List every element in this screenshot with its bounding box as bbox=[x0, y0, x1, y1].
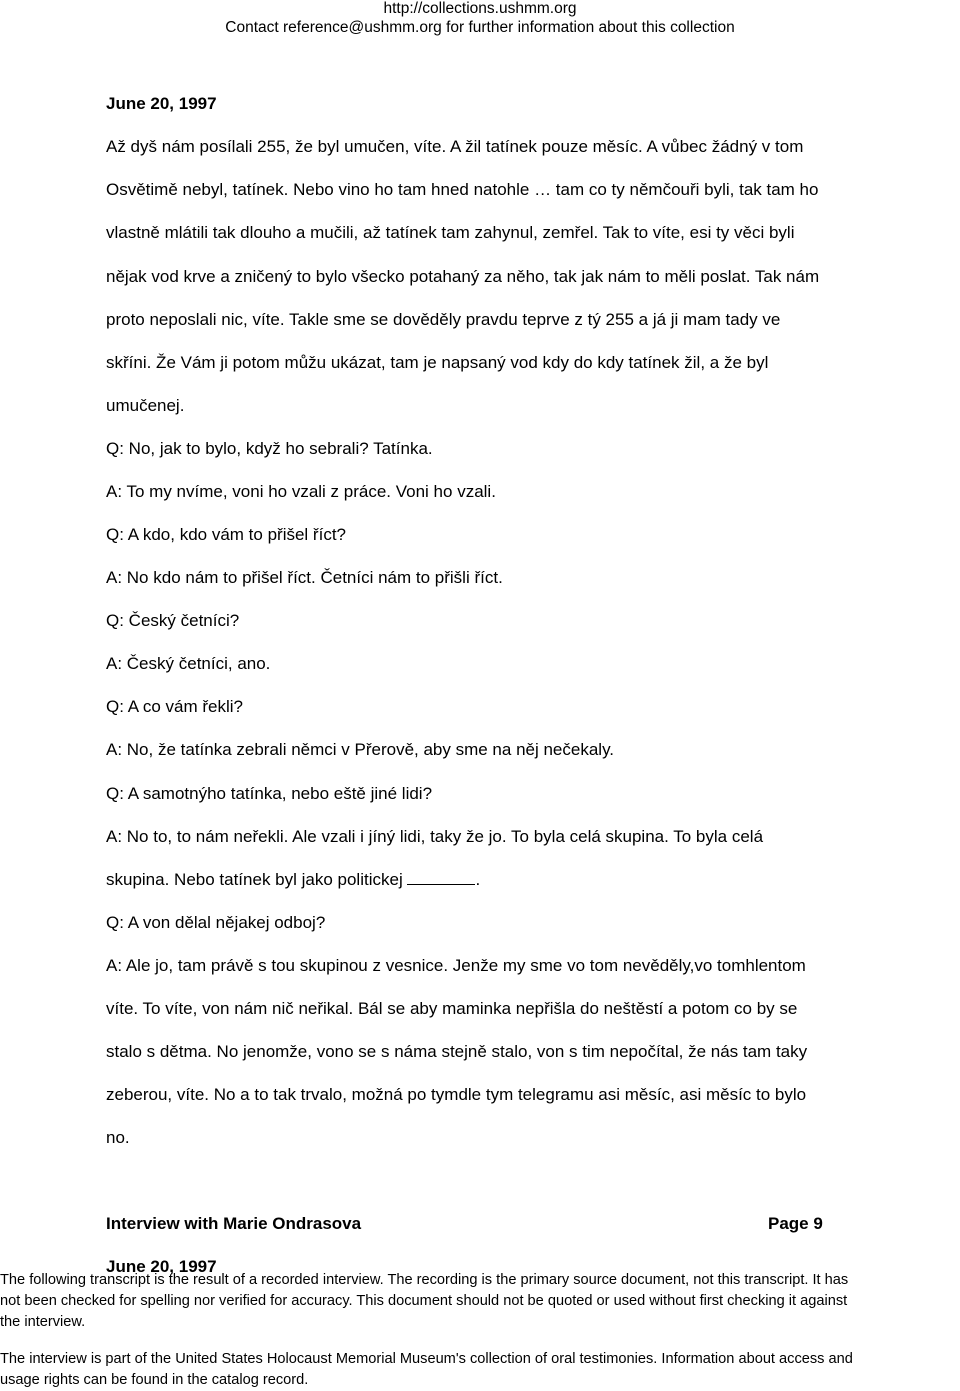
footer-page-number: Page 9 bbox=[768, 1214, 823, 1233]
transcript-line: A: No, že tatínka zebrali němci v Přerově, aby sme na něj nečekaly. bbox=[106, 740, 615, 759]
collection-note-line: The interview is part of the United States Holocaust Memorial Museum's collection of oral testimonies. Information about access and bbox=[0, 1351, 853, 1367]
disclaimer-line: not been checked for spelling nor verified for accuracy. This document should not be quoted or used without first checking it against bbox=[0, 1293, 848, 1309]
disclaimer-line: The following transcript is the result of a recorded interview. The recording is the primary source document, not this transcript. It has bbox=[0, 1272, 849, 1288]
transcript-line: nějak vod krve a zničený to bylo všecko potahaný za něho, tak jak nám to měli poslat. Tak nám bbox=[106, 267, 820, 286]
transcript-line: A: Český četníci, ano. bbox=[106, 654, 271, 673]
transcript-line: Q: A von dělal nějakej odboj? bbox=[106, 913, 326, 932]
line-end-period: . bbox=[475, 870, 481, 889]
transcript-line: proto neposlali nic, víte. Takle sme se dověděly pravdu teprve z tý 255 a já ji mam tady ve bbox=[106, 310, 781, 329]
transcript-line: A: Ale jo, tam právě s tou skupinou z vesnice. Jenže my sme vo tom nevěděly,vo tomhlentom bbox=[106, 956, 806, 975]
blank-underline bbox=[407, 870, 475, 885]
transcript-line: skříni. Že Vám ji potom můžu ukázat, tam je napsaný vod kdy do kdy tatínek žil, a že byl bbox=[106, 353, 769, 372]
transcript-line: Q: Český četníci? bbox=[106, 611, 240, 630]
transcript-line: umučenej. bbox=[106, 396, 185, 415]
transcript-line: Až dyš nám posílali 255, že byl umučen, víte. A žil tatínek pouze měsíc. A vůbec žádný v tom bbox=[106, 137, 804, 156]
transcript-line: stalo s dětma. No jenomže, vono se s náma stejně stalo, von s tim nepočítal, že nás tam taky bbox=[106, 1042, 808, 1061]
transcript-line: A: To my nvíme, voni ho vzali z práce. Voni ho vzali. bbox=[106, 482, 496, 501]
transcript-line: no. bbox=[106, 1128, 130, 1147]
transcript-line: Q: A kdo, kdo vám to přišel říct? bbox=[106, 525, 346, 544]
transcript-line-text: skupina. Nebo tatínek byl jako politickej bbox=[106, 870, 403, 889]
disclaimer-line: the interview. bbox=[0, 1314, 86, 1330]
transcript-line: Q: A samotnýho tatínka, nebo eště jiné lidi? bbox=[106, 784, 433, 803]
footer-interview-title: Interview with Marie Ondrasova bbox=[106, 1214, 362, 1233]
transcript-line: Osvětimě nebyl, tatínek. Nebo vino ho tam hned natohle … tam co ty němčouři byli, tak tam ho bbox=[106, 180, 819, 199]
transcript-line: A: No to, to nám neřekli. Ale vzali i jíný lidi, taky že jo. To byla celá skupina. To byla celá bbox=[106, 827, 764, 846]
transcript-line: Q: No, jak to bylo, když ho sebrali? Tatínka. bbox=[106, 439, 433, 458]
transcript-line: vlastně mlátili tak dlouho a mučili, až tatínek tam zahynul, zemřel. Tak to víte, esi ty věci byli bbox=[106, 223, 795, 242]
page-date: June 20, 1997 bbox=[106, 94, 217, 113]
transcript-line: zeberou, víte. No a to tak trvalo, možná po tymdle tym telegramu asi měsíc, asi měsíc to bylo bbox=[106, 1085, 807, 1104]
transcript-line: víte. To víte, von nám nič neřikal. Bál se aby maminka nepřišla do neštěstí a potom co by se bbox=[106, 999, 798, 1018]
transcript-line: A: No kdo nám to přišel říct. Četníci nám to přišli říct. bbox=[106, 568, 503, 587]
transcript-line-with-blank bbox=[106, 870, 480, 890]
header-contact: Contact reference@ushmm.org for further information about this collection bbox=[225, 19, 735, 36]
header-url[interactable]: http://collections.ushmm.org bbox=[383, 0, 577, 17]
collection-note-line: usage rights can be found in the catalog record. bbox=[0, 1372, 309, 1388]
footer-date: June 20, 1997 bbox=[106, 1257, 217, 1276]
transcript-line: Q: A co vám řekli? bbox=[106, 697, 243, 716]
